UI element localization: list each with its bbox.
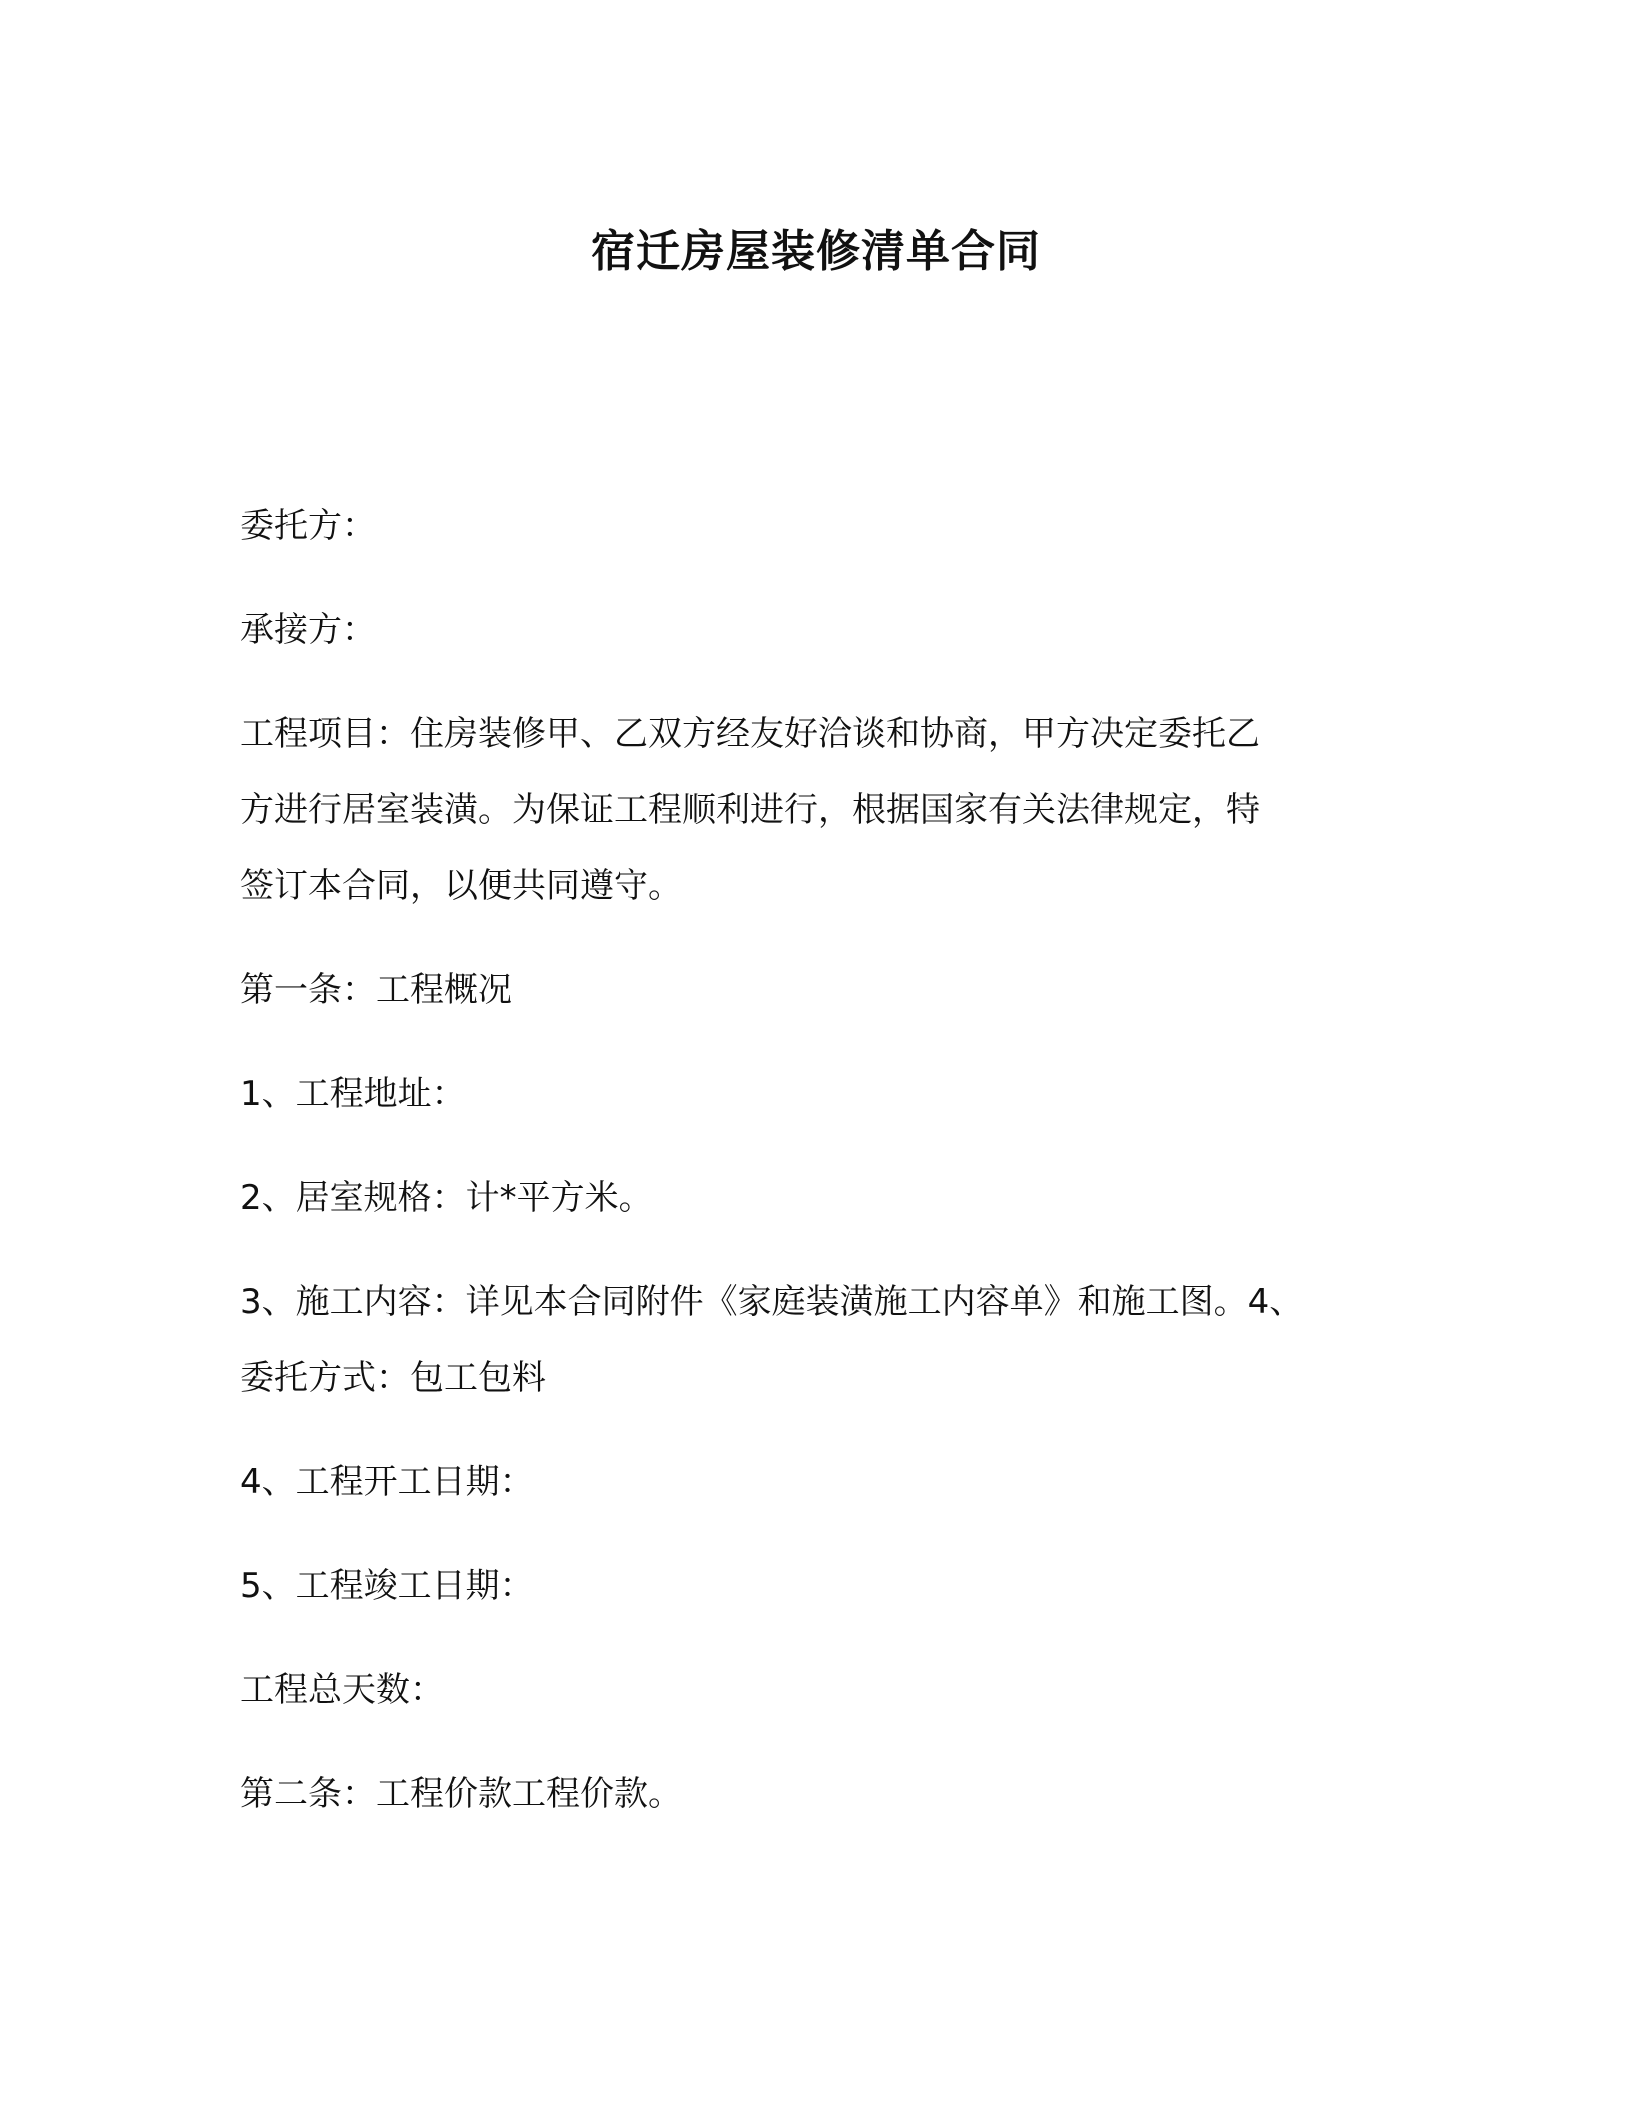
contractor-line: 承接方：	[240, 610, 376, 650]
document-title: 宿迁房屋装修清单合同	[591, 226, 1041, 277]
client-line: 委托方：	[240, 506, 376, 546]
total-days-line: 工程总天数：	[240, 1670, 444, 1710]
article-1-heading: 第一条：工程概况	[240, 970, 512, 1010]
item-project-address: 1、工程地址：	[240, 1074, 466, 1114]
project-text-line-1: 工程项目：住房装修甲、乙双方经友好洽谈和协商，甲方决定委托乙	[240, 714, 1260, 754]
item-completion-date: 5、工程竣工日期：	[240, 1566, 534, 1606]
project-text-line-3: 签订本合同，以便共同遵守。	[240, 866, 682, 906]
item-construction-content-line-2: 委托方式：包工包料	[240, 1358, 546, 1398]
article-2-heading: 第二条：工程价款工程价款。	[240, 1774, 682, 1814]
project-text-line-2: 方进行居室装潢。为保证工程顺利进行，根据国家有关法律规定，特	[240, 790, 1260, 830]
item-room-size: 2、居室规格：计*平方米。	[240, 1178, 653, 1218]
item-construction-content-line-1: 3、施工内容：详见本合同附件《家庭装潢施工内容单》和施工图。4、	[240, 1282, 1304, 1322]
item-start-date: 4、工程开工日期：	[240, 1462, 534, 1502]
